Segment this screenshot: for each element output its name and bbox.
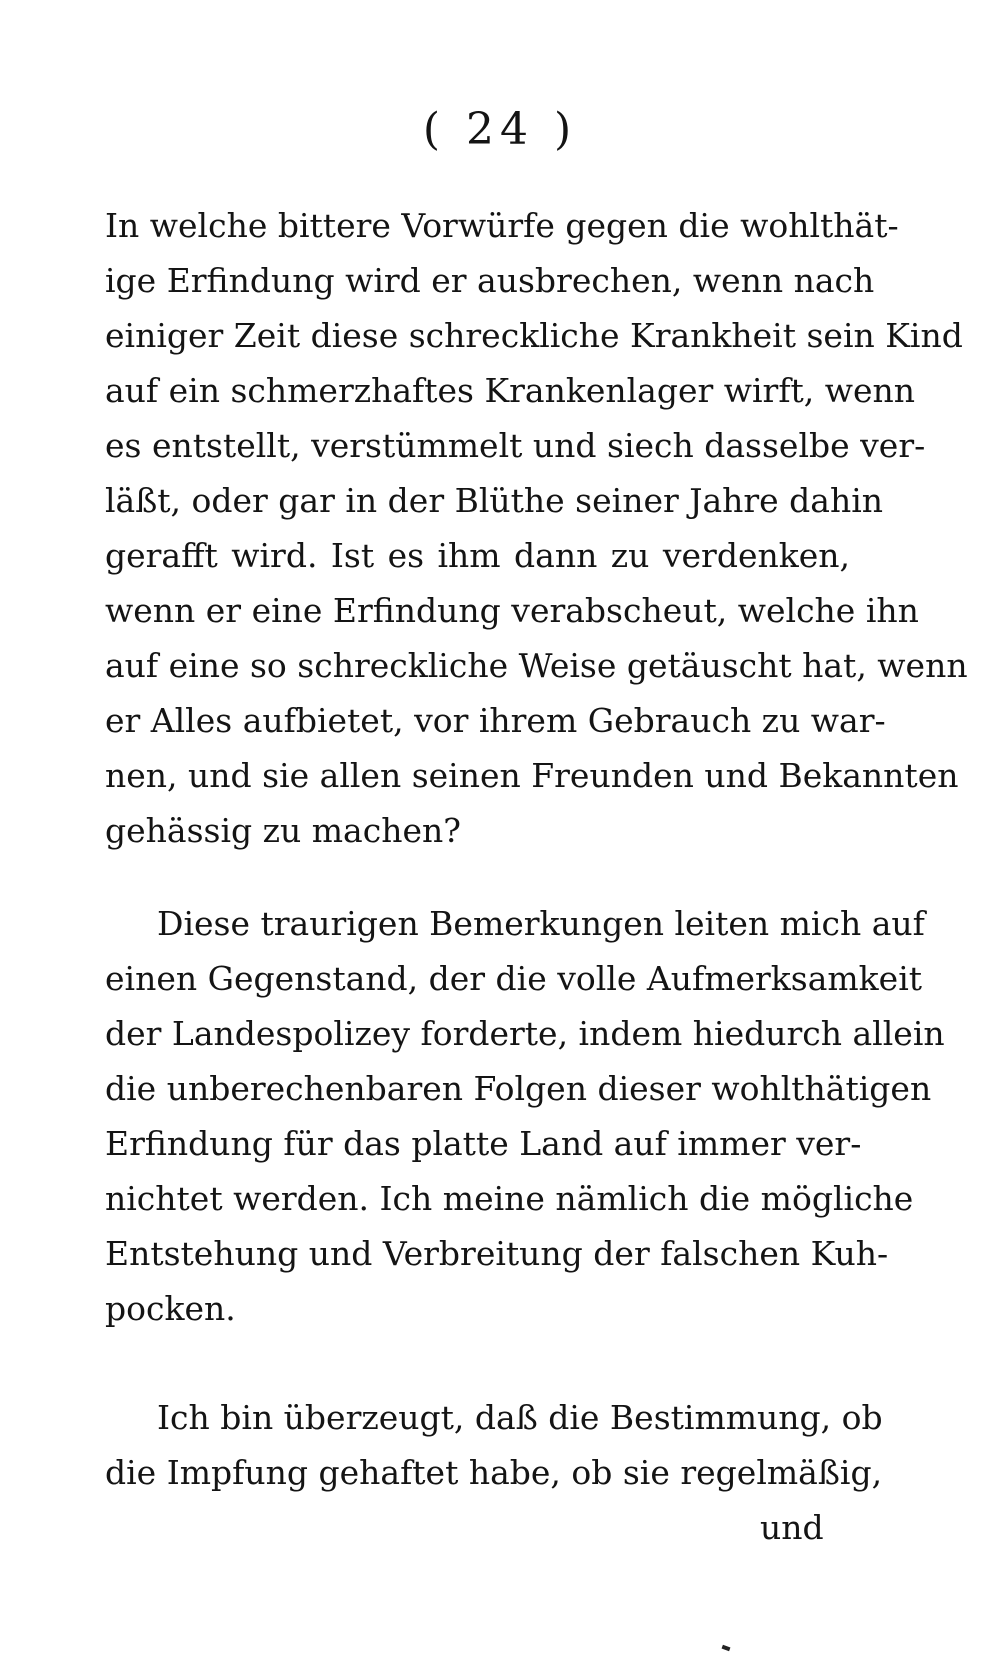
paragraph-2 xyxy=(105,896,945,1336)
text-line: läßt, oder gar in der Blüthe seiner Jahre dahin xyxy=(105,481,884,520)
catchword: und xyxy=(760,1508,824,1547)
paragraph-3 xyxy=(105,1390,883,1500)
text-line: pocken. xyxy=(105,1289,236,1328)
text-line: nen, und sie allen seinen Freunden und Bekannten xyxy=(105,756,959,795)
text-line: gerafft wird. Ist es ihm dann zu verdenken, xyxy=(105,536,850,575)
text-line: nichtet werden. Ich meine nämlich die mögliche xyxy=(105,1179,914,1218)
paragraph-1 xyxy=(105,198,968,858)
text-line: Entstehung und Verbreitung der falschen Kuh- xyxy=(105,1234,889,1273)
text-line: wenn er eine Erfindung verabscheut, welche ihn xyxy=(105,591,919,630)
text-line: die unberechenbaren Folgen dieser wohlthätigen xyxy=(105,1069,932,1108)
text-line: es entstellt, verstümmelt und siech dasselbe ver- xyxy=(105,426,926,465)
text-line: die Impfung gehaftet habe, ob sie regelmäßig, xyxy=(105,1453,883,1492)
text-line: auf ein schmerzhaftes Krankenlager wirft, wenn xyxy=(105,371,916,410)
text-line: gehässig zu machen? xyxy=(105,811,461,850)
text-line: Diese traurigen Bemerkungen leiten mich auf xyxy=(157,904,925,943)
text-line: einiger Zeit diese schreckliche Krankheit sein Kind xyxy=(105,316,963,355)
text-line: er Alles aufbietet, vor ihrem Gebrauch zu war- xyxy=(105,701,886,740)
text-line: einen Gegenstand, der die volle Aufmerksamkeit xyxy=(105,959,923,998)
page-number: ( 24 ) xyxy=(422,104,578,155)
text-line: der Landespolizey forderte, indem hiedurch allein xyxy=(105,1014,945,1053)
text-line: Ich bin überzeugt, daß die Bestimmung, ob xyxy=(157,1398,883,1437)
text-line: auf eine so schreckliche Weise getäuscht hat, wenn xyxy=(105,646,968,685)
text-line: In welche bittere Vorwürfe gegen die wohlthät- xyxy=(105,206,899,245)
ink-speck xyxy=(722,1645,731,1651)
text-line: Erfindung für das platte Land auf immer ver- xyxy=(105,1124,862,1163)
text-line: ige Erfindung wird er ausbrechen, wenn nach xyxy=(105,261,875,300)
